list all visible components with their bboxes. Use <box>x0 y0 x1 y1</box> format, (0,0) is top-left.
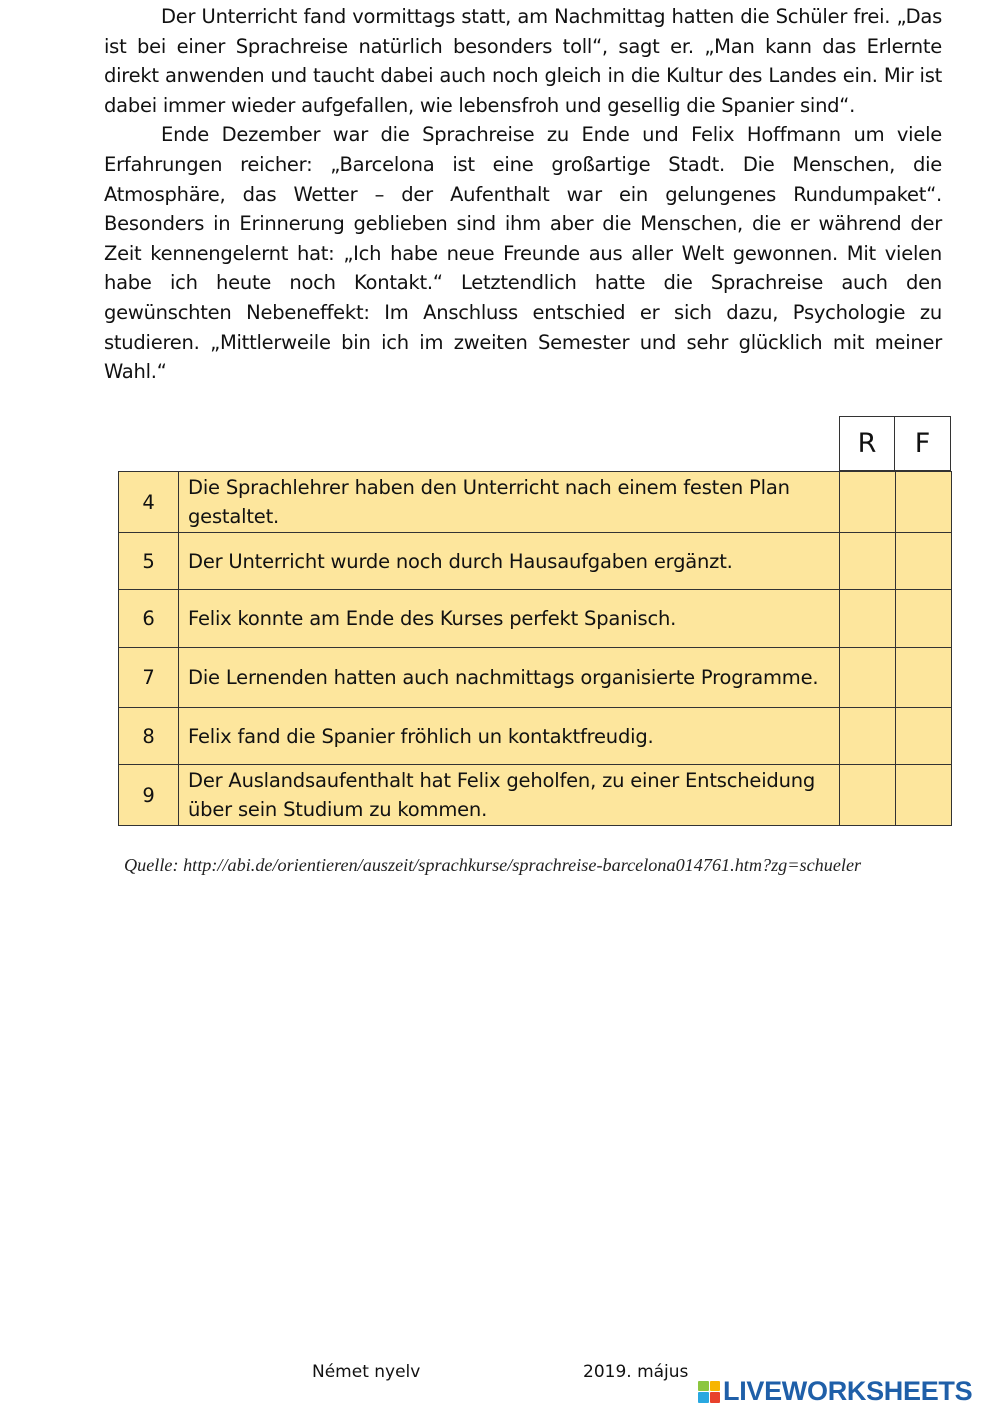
answer-r-cell[interactable] <box>840 472 896 533</box>
row-statement: Felix fand die Spanier fröhlich un kontaktfreudig. <box>179 708 840 765</box>
answer-r-cell[interactable] <box>840 765 896 826</box>
answer-f-cell[interactable] <box>896 708 952 765</box>
row-statement: Der Unterricht wurde noch durch Hausaufgaben ergänzt. <box>179 533 840 590</box>
header-richtig: R <box>839 416 895 471</box>
row-statement: Die Sprachlehrer haben den Unterricht nach einem festen Plan gestaltet. <box>179 472 840 533</box>
row-number: 7 <box>119 648 179 708</box>
answer-r-cell[interactable] <box>840 533 896 590</box>
table-row <box>119 533 952 590</box>
table-row <box>119 765 952 826</box>
brand-name: LIVEWORKSHEETS <box>723 1376 973 1406</box>
row-number: 8 <box>119 708 179 765</box>
row-number: 6 <box>119 590 179 648</box>
answer-f-cell[interactable] <box>896 472 952 533</box>
table-row <box>119 648 952 708</box>
source-citation: Quelle: http://abi.de/orientieren/auszeit/sprachkurse/sprachreise-barcelona014761.htm?zg=schueler <box>124 855 862 875</box>
answer-r-cell[interactable] <box>840 648 896 708</box>
article-text <box>104 2 942 387</box>
row-statement: Der Auslandsaufenthalt hat Felix geholfen, zu einer Entscheidung über sein Studium zu kommen. <box>179 765 840 826</box>
liveworksheets-icon <box>698 1381 720 1403</box>
table-row <box>119 472 952 533</box>
row-statement: Felix konnte am Ende des Kurses perfekt Spanisch. <box>179 590 840 648</box>
paragraph-1: Der Unterricht fand vormittags statt, am Nachmittag hatten die Schüler frei. „Das ist bei einer Sprachreise natürlich besonders toll“, sagt er. „Man kann das Erlernte direkt anwenden und taucht dabei auch noch gleich in die Kultur des Landes ein. Mir ist dabei immer wieder aufgefallen, wie lebensfroh und gesellig die Spanier sind“. <box>104 5 942 117</box>
liveworksheets-logo <box>698 1376 972 1407</box>
answer-f-cell[interactable] <box>896 533 952 590</box>
row-statement: Die Lernenden hatten auch nachmittags organisierte Programme. <box>179 648 840 708</box>
answer-f-cell[interactable] <box>896 765 952 826</box>
footer-subject: Német nyelv <box>312 1362 421 1382</box>
table-row <box>119 590 952 648</box>
answer-f-cell[interactable] <box>896 648 952 708</box>
header-falsch: F <box>895 416 951 471</box>
true-false-table <box>118 471 952 826</box>
paragraph-2: Ende Dezember war die Sprachreise zu Ende und Felix Hoffmann um viele Erfahrungen reicher: „Barcelona ist eine großartige Stadt. Die Menschen, die Atmosphäre, das Wetter – der Aufenthalt war ein gelungenes Rundumpaket“. Besonders in Erinnerung geblieben sind ihm aber die Menschen, die er während der Zeit kennengelernt hat: „Ich habe neue Freunde aus aller Welt gewonnen. Mit vielen habe ich heute noch Kontakt.“ Letztendlich hatte die Sprachreise auch den gewünschten Nebeneffekt: Im Anschluss entschied er sich dazu, Psychologie zu studieren. „Mittlerweile bin ich im zweiten Semester und sehr glücklich mit meiner Wahl.“ <box>104 123 942 384</box>
footer-date: 2019. május <box>583 1362 689 1382</box>
answer-f-cell[interactable] <box>896 590 952 648</box>
row-number: 9 <box>119 765 179 826</box>
answer-r-cell[interactable] <box>840 590 896 648</box>
answer-r-cell[interactable] <box>840 708 896 765</box>
rf-header <box>839 416 951 471</box>
row-number: 5 <box>119 533 179 590</box>
table-row <box>119 708 952 765</box>
row-number: 4 <box>119 472 179 533</box>
